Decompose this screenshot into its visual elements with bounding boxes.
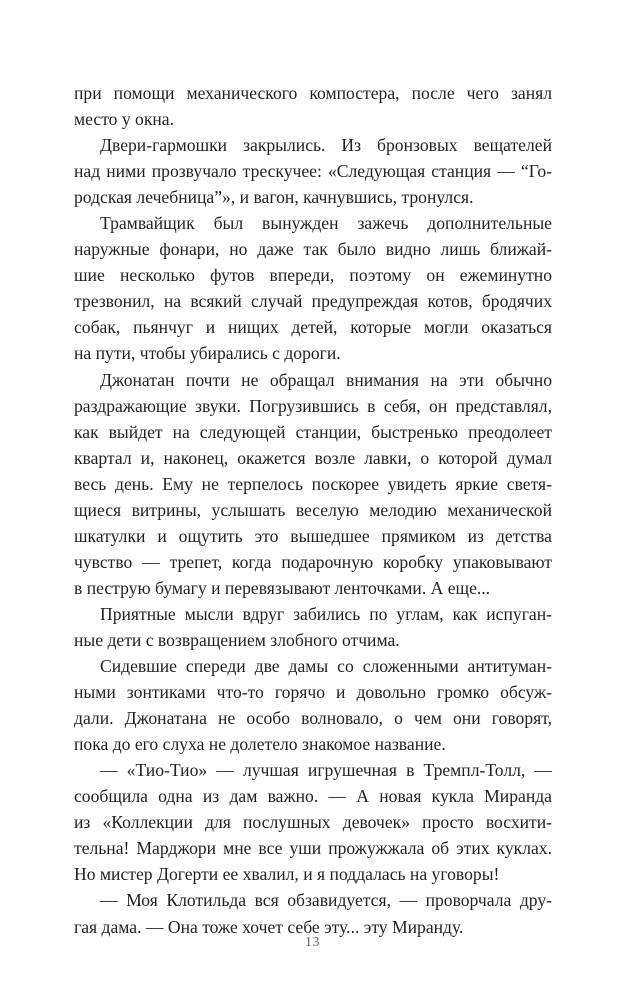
- text-line: Трамвайщик был вынужден зажечь дополнительные: [100, 213, 552, 234]
- text-line: родская лечебница”», и вагон, качнувшись, тронулся.: [74, 187, 474, 208]
- text-line: пока до его слуха не долетело знакомое название.: [74, 734, 446, 755]
- paragraph-7: [74, 757, 552, 887]
- text-line: над ними прозвучало трескучее: «Следующая станция — “Го-: [74, 161, 552, 182]
- paragraph-5: [74, 601, 552, 653]
- text-line: Джонатан почти не обращал внимания на эти обычно: [100, 369, 552, 390]
- text-line: как выйдет на следующей станции, быстренько преодолеет: [74, 421, 552, 442]
- page-number: 13: [305, 935, 320, 950]
- text-line: гая дама. — Она тоже хочет себе эту... эту Миранду.: [74, 916, 464, 937]
- text-line: щиеся витрины, услышать веселую мелодию механической: [74, 499, 552, 520]
- text-line: из «Коллекции для послушных девочек» просто восхити-: [74, 812, 552, 833]
- paragraph-6: [74, 653, 552, 757]
- paragraph-1: [74, 80, 552, 132]
- paragraph-4: [74, 367, 552, 601]
- text-line: весь день. Ему не терпелось поскорее увидеть яркие светя-: [74, 473, 552, 494]
- text-line: сообщила одна из дам важно. — А новая кукла Миранда: [74, 786, 552, 807]
- text-line: Двери-гармошки закрылись. Из бронзовых вещателей: [100, 135, 552, 156]
- text-line: дали. Джонатана не особо волновало, о чем они говорят,: [74, 708, 552, 729]
- book-page-text: [74, 80, 552, 940]
- text-line: Приятные мысли вдруг забились по углам, как испуган-: [100, 603, 552, 624]
- paragraph-3: [74, 210, 552, 366]
- text-line: чувство — трепет, когда подарочную коробку упаковывают: [74, 551, 552, 572]
- text-line: квартал и, наконец, окажется возле лавки, о которой думал: [74, 447, 552, 468]
- text-line: ные дети с возвращением злобного отчима.: [74, 629, 400, 650]
- text-line: шие несколько футов впереди, поэтому он ежеминутно: [74, 265, 552, 286]
- text-line: — Моя Клотильда вся обзавидуется, — проворчала дру-: [100, 890, 552, 911]
- text-line: шкатулки и ощутить это вышедшее прямиком из детства: [74, 525, 552, 546]
- text-line: место у окна.: [74, 109, 175, 130]
- text-line: трезвонил, на всякий случай предупреждая котов, бродячих: [74, 291, 552, 312]
- text-line: тельна! Марджори мне все уши прожужжала об этих куклах.: [74, 838, 552, 859]
- paragraph-2: [74, 132, 552, 210]
- text-line: раздражающие звуки. Погрузившись в себя, он представлял,: [74, 395, 552, 416]
- text-line: Сидевшие спереди две дамы со сложенными антитуман-: [100, 656, 552, 677]
- text-line: Но мистер Догерти ее хвалил, и я поддалась на уговоры!: [74, 864, 500, 885]
- text-line: наружные фонари, но даже так было видно лишь ближай-: [74, 239, 552, 260]
- text-line: на пути, чтобы убирались с дороги.: [74, 343, 341, 364]
- text-line: ными зонтиками что-то горячо и довольно громко обсуж-: [74, 682, 552, 703]
- text-line: собак, пьянчуг и нищих детей, которые могли оказаться: [74, 317, 552, 338]
- paragraph-8: [74, 887, 552, 939]
- text-line: — «Тио-Тио» — лучшая игрушечная в Тремпл-Толл, —: [100, 760, 552, 781]
- text-line: в пеструю бумагу и перевязывают ленточками. А еще...: [74, 577, 491, 598]
- text-line: при помощи механического компостера, после чего занял: [74, 83, 552, 103]
